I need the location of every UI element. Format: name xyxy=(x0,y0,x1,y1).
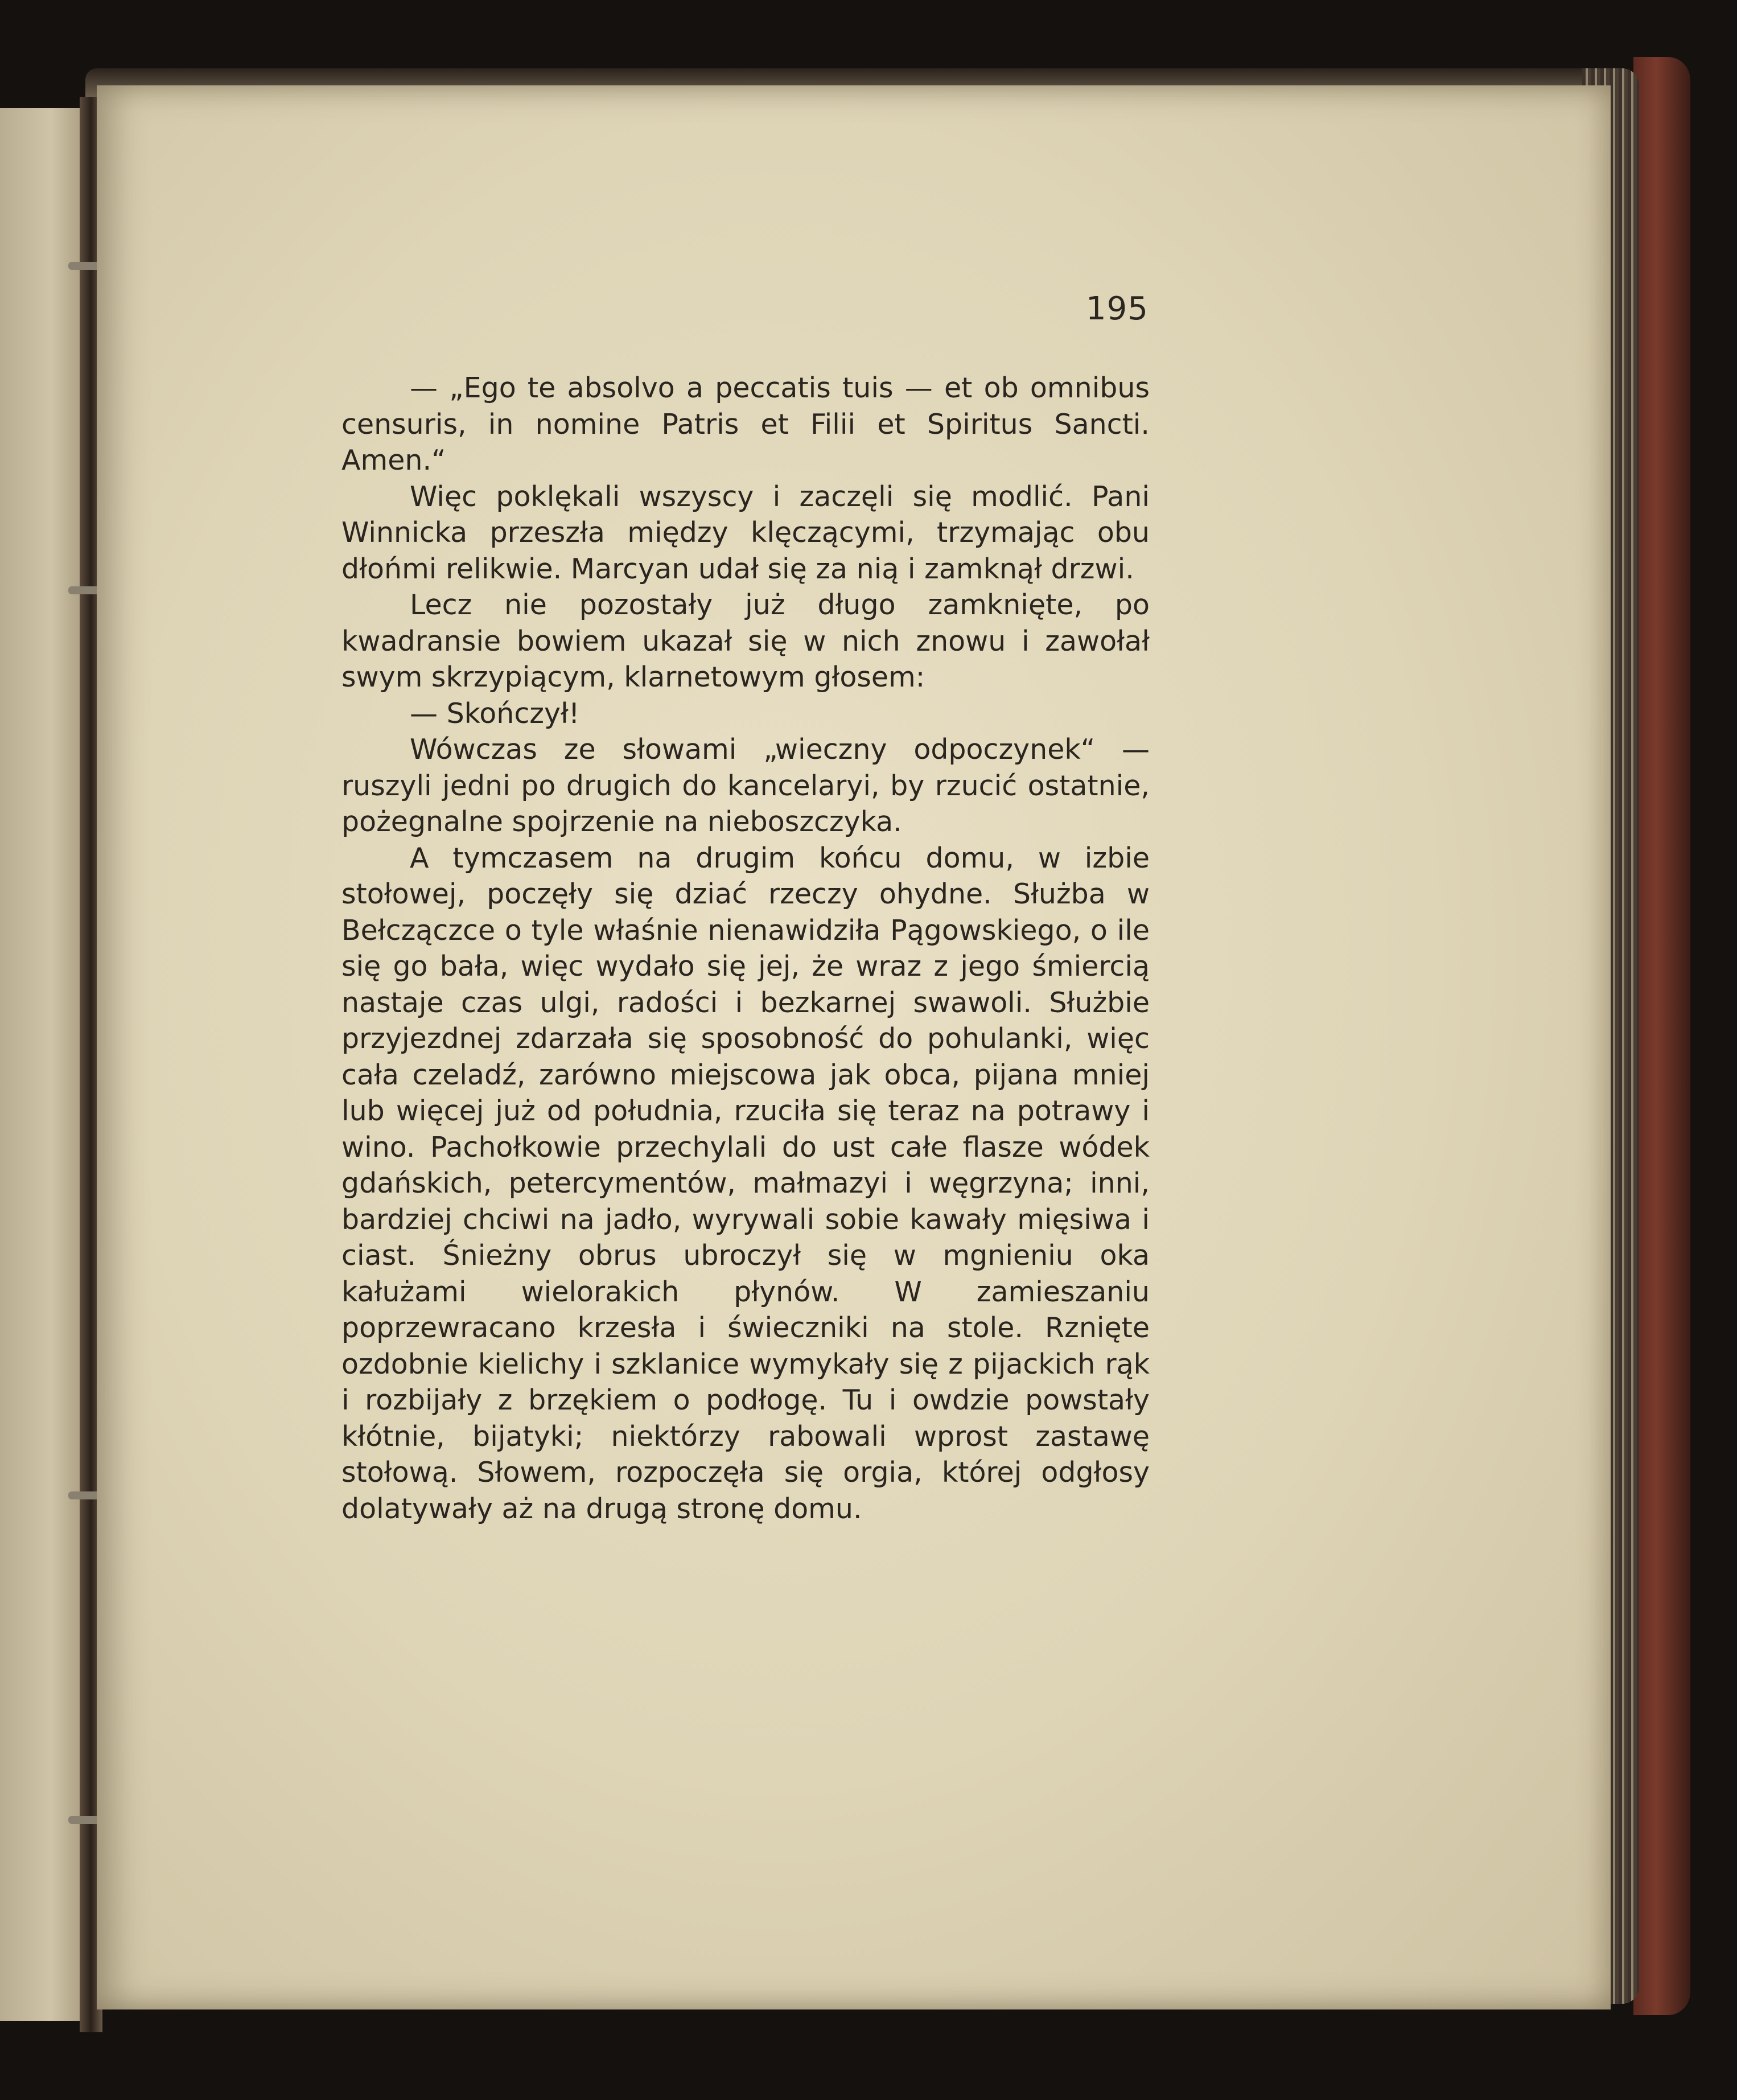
paragraph: — „Ego te absolvo a peccatis tuis — et ob omnibus censuris, in nomine Patris et Filii et Spiritus Sancti. Amen.“ xyxy=(341,372,1150,476)
book-cover-edge xyxy=(1633,57,1690,2015)
paragraph: A tymczasem na drugim końcu domu, w izbie stołowej, poczęły się dziać rzeczy ohydne. Służba w Bełczączce o tyle właśnie nienawidziła Pągowskiego, o ile się go bała, więc wydało się jej, że wraz z jego śmiercią nastaje czas ulgi, radości i bezkarnej swawoli. Służbie przyjezdnej zdarzała się sposobność do pohulanki, więc cała czeladź, zarówno miejscowa jak obca, pijana mniej lub więcej już od południa, rzuciła się teraz na potrawy i wino. Pachołkowie przechylali do ust całe flasze wódek gdańskich, petercymentów, małmazyi i węgrzyna; inni, bardziej chciwi na jadło, wyrywali sobie kawały mięsiwa i ciast. Śnieżny obrus ubroczył się w mgnieniu oka kałużami wielorakich płynów. W zamieszaniu poprzewracano krzesła i świeczniki na stole. Rznięte ozdobnie kielichy i szklanice wymykały się z pijackich rąk i rozbijały z brzękiem o podłogę. Tu i owdzie powstały kłótnie, bijatyki; niektórzy rabowali wprost zastawę stołową. Słowem, rozpoczęła się orgia, której odgłosy dolatywały aż na drugą stronę domu. xyxy=(341,841,1150,1525)
paragraph: — Skończył! xyxy=(410,697,580,730)
page-number: 195 xyxy=(1086,290,1149,327)
paragraph: Więc poklękali wszyscy i zaczęli się modlić. Pani Winnicka przeszła między klęczącymi, trzymając obu dłońmi relikwie. Marcyan udał się za nią i zamknął drzwi. xyxy=(341,480,1150,585)
left-facing-page xyxy=(0,108,85,2021)
paragraph: Lecz nie pozostały już długo zamknięte, po kwadransie bowiem ukazał się w nich znowu i zawołał swym skrzypiącym, klarnetowym głosem: xyxy=(341,589,1150,693)
page-text xyxy=(341,370,1150,1527)
paragraph: Wówczas ze słowami „wieczny odpoczynek“ — ruszyli jedni po drugich do kancelaryi, by rzucić ostatnie, pożegnalne spojrzenie na nieboszczyka. xyxy=(341,733,1150,838)
